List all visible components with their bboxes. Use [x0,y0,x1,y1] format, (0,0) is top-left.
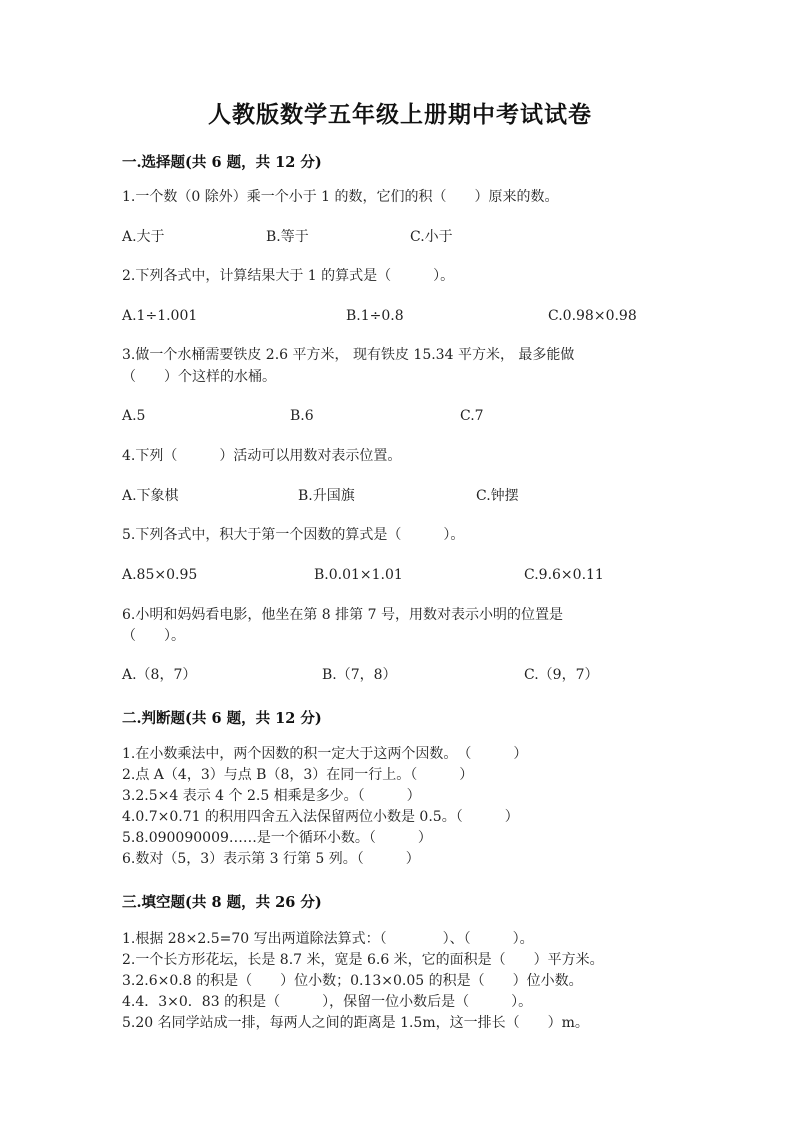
question-6-option-a: A.（8，7） [122,667,197,683]
section-heading-choice: 一.选择题(共 6 题，共 12 分) [122,154,322,171]
question-2-option-c: C.0.98×0.98 [548,308,637,324]
question-6-option-b: B.（7，8） [322,667,397,683]
fill-blank-item-4: 4.4．3×0．83 的积是（ ），保留一位小数后是（ ）。 [122,994,533,1010]
page-title: 人教版数学五年级上册期中考试试卷 [208,101,592,128]
judgement-item-1: 1.在小数乘法中，两个因数的积一定大于这两个因数。 （ ） [122,746,528,762]
question-6-option-c: C.（9，7） [524,667,599,683]
judgement-item-3: 3.2.5×4 表示 4 个 2.5 相乘是多少。（ ） [122,788,421,804]
question-4-option-a: A.下象棋 [122,488,179,504]
question-3-option-c: C.7 [460,408,484,424]
question-3-option-a: A.5 [122,408,146,424]
question-6-line-1: 6.小明和妈妈看电影，他坐在第 8 排第 7 号，用数对表示小明的位置是 [122,607,563,623]
question-2-option-a: A.1÷1.001 [122,308,198,324]
question-5-option-a: A.85×0.95 [122,567,198,583]
fill-blank-item-3: 3.2.6×0.8 的积是（ ）位小数；0.13×0.05 的积是（ ）位小数。 [122,973,583,989]
question-5: 5.下列各式中，积大于第一个因数的算式是（ ）。 [122,527,465,543]
judgement-item-4: 4.0.7×0.71 的积用四舍五入法保留两位小数是 0.5。（ ） [122,809,519,825]
question-1-option-a: A.大于 [122,229,165,245]
judgement-item-2: 2.点 A（4，3）与点 B（8，3）在同一行上。（ ） [122,767,474,783]
question-6-line-2: （ ）。 [122,628,185,644]
section-heading-judgement: 二.判断题(共 6 题，共 12 分) [122,710,322,727]
question-3-option-b: B.6 [290,408,314,424]
fill-blank-item-1: 1.根据 28×2.5=70 写出两道除法算式：（ ）、（ ）。 [122,931,534,947]
question-4-option-b: B.升国旗 [298,488,355,504]
fill-blank-item-2: 2.一个长方形花坛，长是 8.7 米，宽是 6.6 米，它的面积是（ ）平方米。 [122,952,604,968]
section-heading-fill-blank: 三.填空题(共 8 题，共 26 分) [122,894,322,911]
question-4-option-c: C.钟摆 [476,488,519,504]
question-4: 4.下列（ ）活动可以用数对表示位置。 [122,448,402,464]
question-5-option-c: C.9.6×0.11 [524,567,604,583]
question-1-option-c: C.小于 [410,229,453,245]
question-3-line-2: （ ）个这样的水桶。 [122,369,276,385]
judgement-item-5: 5.8.090090009……是一个循环小数。（ ） [122,830,432,846]
question-2: 2.下列各式中，计算结果大于 1 的算式是（ ）。 [122,268,455,284]
question-3-line-1: 3.做一个水桶需要铁皮 2.6 平方米， 现有铁皮 15.34 平方米， 最多能做 [122,347,575,363]
fill-blank-item-5: 5.20 名同学站成一排，每两人之间的距离是 1.5m，这一排长（ ）m。 [122,1015,589,1031]
judgement-item-6: 6.数对（5，3）表示第 3 行第 5 列。（ ） [122,851,420,867]
question-2-option-b: B.1÷0.8 [346,308,404,324]
question-1: 1.一个数（0 除外）乘一个小于 1 的数，它们的积（ ）原来的数。 [122,189,559,205]
question-1-option-b: B.等于 [266,229,309,245]
question-5-option-b: B.0.01×1.01 [314,567,403,583]
